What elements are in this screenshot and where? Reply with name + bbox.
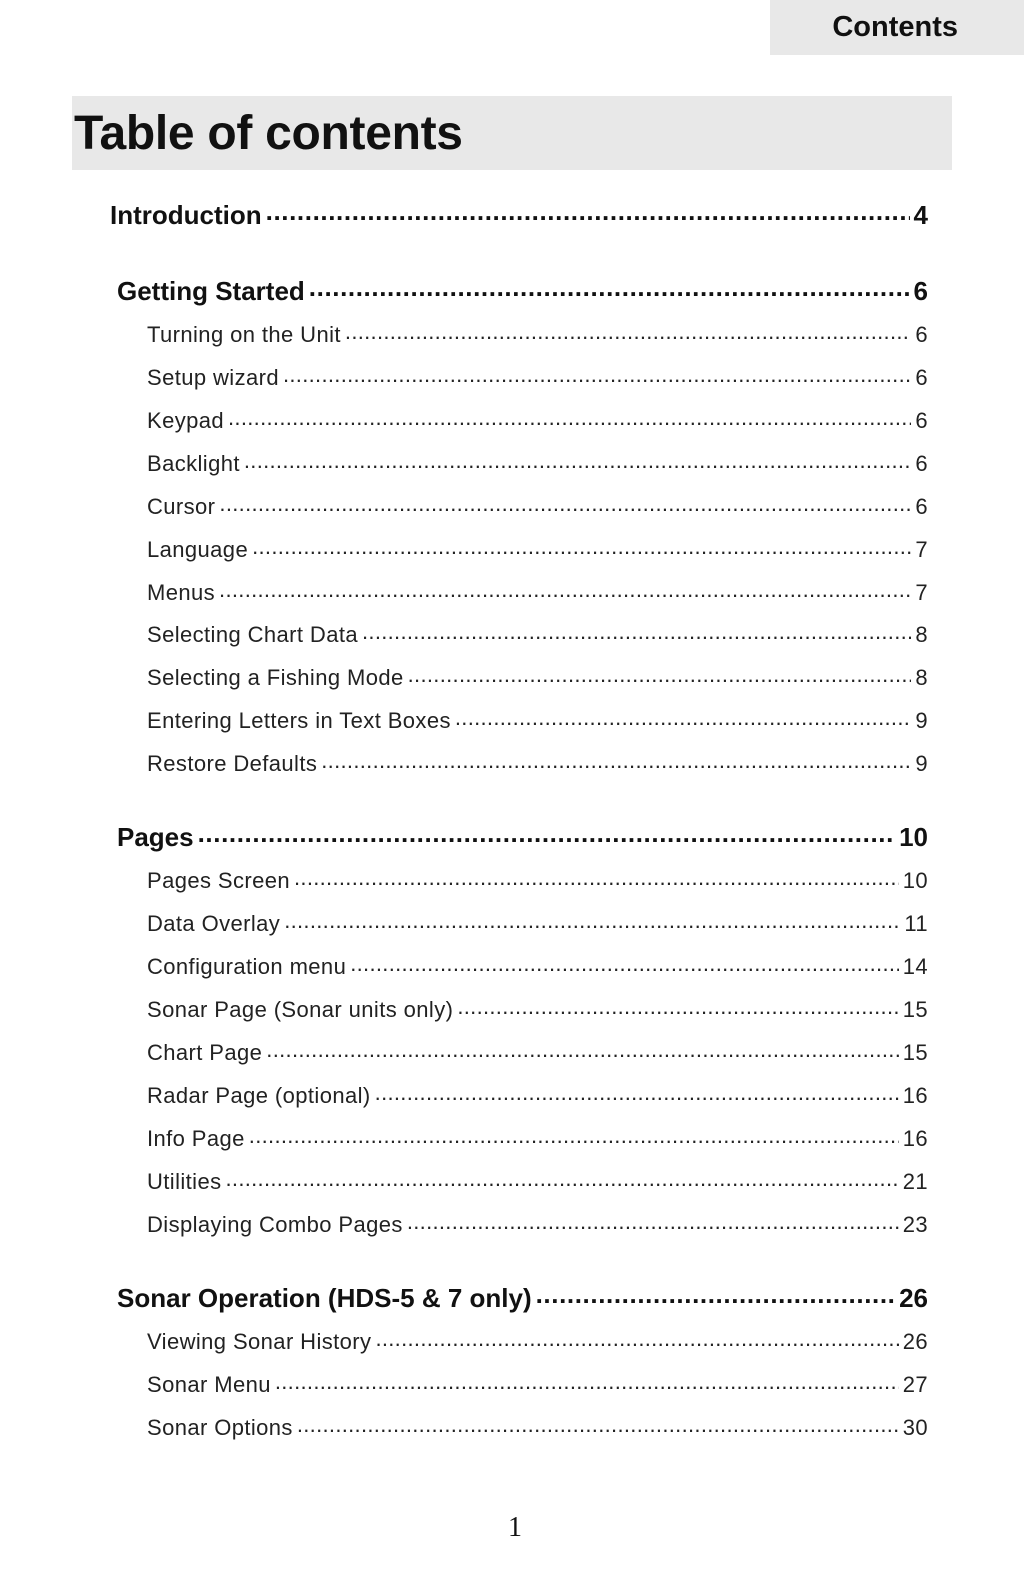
- toc-item[interactable]: [147, 580, 928, 610]
- toc-item[interactable]: [147, 1415, 928, 1445]
- toc-item-label: Backlight: [147, 451, 240, 476]
- dot-leader: [362, 622, 911, 642]
- toc-item-label: Radar Page (optional): [147, 1083, 371, 1108]
- toc-item-label: Sonar Menu: [147, 1372, 271, 1397]
- dot-leader: [266, 201, 910, 224]
- toc-page-number: 15: [902, 997, 928, 1022]
- dot-leader: [283, 365, 911, 385]
- toc-item-label: Cursor: [147, 494, 216, 519]
- dot-leader: [455, 708, 911, 728]
- toc-section-label: Sonar Operation (HDS-5 & 7 only): [117, 1283, 532, 1313]
- toc-item[interactable]: [147, 622, 928, 652]
- toc-page-number: 15: [902, 1040, 928, 1065]
- header-tab: [770, 0, 1024, 55]
- dot-leader: [249, 1126, 899, 1146]
- toc-item[interactable]: [147, 365, 928, 395]
- toc-item[interactable]: [147, 708, 928, 738]
- dot-leader: [198, 823, 895, 846]
- toc-item[interactable]: [147, 954, 928, 984]
- toc-page-number: 7: [915, 537, 928, 562]
- toc-page-number: 9: [915, 751, 928, 776]
- toc-page-number: 9: [915, 708, 928, 733]
- dot-leader: [284, 911, 900, 931]
- toc-section-sonar-operation[interactable]: [117, 1283, 928, 1315]
- toc-item[interactable]: [147, 451, 928, 481]
- dot-leader: [297, 1415, 899, 1435]
- toc-page-number: 27: [902, 1372, 928, 1397]
- title-bar: [72, 96, 952, 170]
- toc-item[interactable]: [147, 1329, 928, 1359]
- toc-item-label: Displaying Combo Pages: [147, 1212, 403, 1237]
- toc-item[interactable]: [147, 537, 928, 567]
- toc-item-label: Viewing Sonar History: [147, 1329, 372, 1354]
- toc-page-number: 6: [915, 408, 928, 433]
- toc-item[interactable]: [147, 1083, 928, 1113]
- dot-leader: [228, 408, 911, 428]
- toc-item-label: Utilities: [147, 1169, 222, 1194]
- toc-item[interactable]: [147, 1212, 928, 1242]
- toc-item[interactable]: [147, 665, 928, 695]
- toc-section-label: Getting Started: [117, 276, 305, 306]
- toc-page-number: 26: [902, 1329, 928, 1354]
- toc-page-number: 30: [902, 1415, 928, 1440]
- dot-leader: [407, 1212, 899, 1232]
- toc-page-number: 6: [915, 451, 928, 476]
- header-tab-label: Contents: [832, 11, 958, 43]
- dot-leader: [226, 1169, 899, 1189]
- dot-leader: [309, 277, 910, 300]
- toc-item[interactable]: [147, 868, 928, 898]
- toc-item[interactable]: [147, 997, 928, 1027]
- toc-page-number: 10: [899, 822, 928, 852]
- dot-leader: [536, 1284, 895, 1307]
- dot-leader: [219, 580, 911, 600]
- toc-item[interactable]: [147, 1126, 928, 1156]
- toc-item[interactable]: [147, 1372, 928, 1402]
- toc-page-number: 8: [915, 665, 928, 690]
- toc-section-label: Introduction: [110, 200, 262, 230]
- dot-leader: [321, 751, 911, 771]
- toc-item[interactable]: [147, 1040, 928, 1070]
- toc-page-number: 26: [899, 1283, 928, 1313]
- toc-item-label: Data Overlay: [147, 911, 281, 936]
- dot-leader: [375, 1329, 898, 1349]
- dot-leader: [457, 997, 898, 1017]
- toc-item-label: Selecting a Fishing Mode: [147, 665, 404, 690]
- toc-page-number: 6: [915, 494, 928, 519]
- toc-page-number: 21: [902, 1169, 928, 1194]
- toc-item-label: Info Page: [147, 1126, 245, 1151]
- toc-item-label: Selecting Chart Data: [147, 622, 358, 647]
- dot-leader: [408, 665, 912, 685]
- toc-item-label: Setup wizard: [147, 365, 279, 390]
- toc-page-number: 6: [915, 322, 928, 347]
- dot-leader: [294, 868, 899, 888]
- toc-item-label: Language: [147, 537, 249, 562]
- dot-leader: [244, 451, 911, 471]
- dot-leader: [350, 954, 899, 974]
- page-title: Table of contents: [74, 106, 463, 160]
- toc-page-number: 16: [902, 1083, 928, 1108]
- toc-item-label: Pages Screen: [147, 868, 290, 893]
- toc-item-label: Restore Defaults: [147, 751, 318, 776]
- toc-page-number: 4: [913, 200, 928, 230]
- toc-page-number: 8: [915, 622, 928, 647]
- toc-item[interactable]: [147, 494, 928, 524]
- toc-item-label: Configuration menu: [147, 954, 347, 979]
- toc-page-number: 11: [904, 911, 928, 936]
- toc-section-label: Pages: [117, 822, 194, 852]
- toc-item[interactable]: [147, 408, 928, 438]
- toc-item[interactable]: [147, 911, 928, 941]
- dot-leader: [275, 1372, 899, 1392]
- dot-leader: [345, 322, 911, 342]
- toc-item-label: Sonar Options: [147, 1415, 293, 1440]
- toc-section-introduction[interactable]: [110, 200, 928, 232]
- dot-leader: [266, 1040, 898, 1060]
- toc-page-number: 6: [915, 365, 928, 390]
- toc-page-number: 23: [902, 1212, 928, 1237]
- toc-item[interactable]: [147, 322, 928, 352]
- toc-section-pages[interactable]: [117, 822, 928, 854]
- dot-leader: [252, 537, 911, 557]
- toc-item[interactable]: [147, 1169, 928, 1199]
- toc-item-label: Menus: [147, 580, 216, 605]
- toc-page-number: 16: [902, 1126, 928, 1151]
- toc-page-number: 10: [902, 868, 928, 893]
- toc-item-label: Turning on the Unit: [147, 322, 341, 347]
- toc-page-number: 6: [913, 276, 928, 306]
- toc-item-label: Entering Letters in Text Boxes: [147, 708, 451, 733]
- toc-item-label: Chart Page: [147, 1040, 263, 1065]
- toc-item-label: Sonar Page (Sonar units only): [147, 997, 454, 1022]
- dot-leader: [219, 494, 911, 514]
- dot-leader: [375, 1083, 899, 1103]
- toc-page-number: 14: [902, 954, 928, 979]
- toc-item-label: Keypad: [147, 408, 225, 433]
- toc-section-getting-started[interactable]: [117, 276, 928, 308]
- toc-page-number: 7: [915, 580, 928, 605]
- toc-item[interactable]: [147, 751, 928, 781]
- page-number: 1: [508, 1512, 522, 1543]
